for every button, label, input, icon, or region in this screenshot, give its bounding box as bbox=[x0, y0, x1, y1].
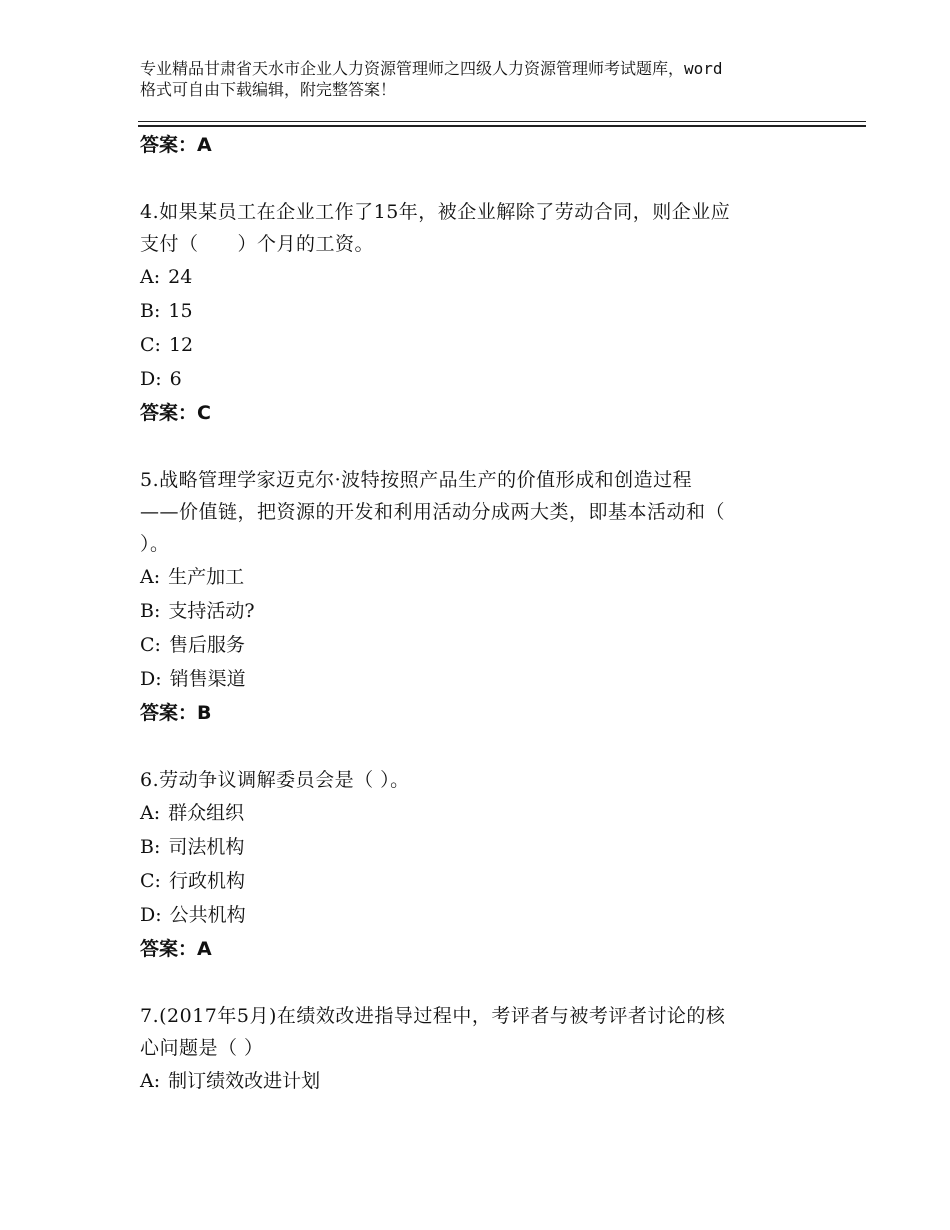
stem-line: ——价值链，把资源的开发和利用活动分成两大类，即基本活动和（ bbox=[140, 501, 726, 523]
answer-line: 答案：A bbox=[140, 938, 212, 960]
option-key: B: bbox=[140, 300, 161, 322]
document-header bbox=[140, 58, 830, 100]
option-c bbox=[140, 628, 820, 662]
question-stem bbox=[140, 196, 820, 260]
option-key: A: bbox=[140, 1070, 161, 1092]
option-key: D: bbox=[140, 904, 162, 926]
option-text: 生产加工 bbox=[168, 566, 245, 588]
option-key: C: bbox=[140, 870, 161, 892]
option-text: 制订绩效改进计划 bbox=[168, 1070, 321, 1092]
option-key: B: bbox=[140, 836, 161, 858]
option-a bbox=[140, 560, 820, 594]
option-d bbox=[140, 898, 820, 932]
question-item bbox=[140, 1000, 820, 1098]
option-text: 行政机构 bbox=[168, 870, 245, 892]
question-stem bbox=[140, 764, 820, 796]
question-stem bbox=[140, 464, 820, 560]
option-text: 24 bbox=[168, 266, 193, 288]
option-b bbox=[140, 830, 820, 864]
header-line-1: 专业精品甘肃省天水市企业人力资源管理师之四级人力资源管理师考试题库，word bbox=[140, 59, 723, 78]
option-text: 司法机构 bbox=[168, 836, 245, 858]
question-item bbox=[140, 764, 820, 966]
option-key: A: bbox=[140, 802, 161, 824]
option-d bbox=[140, 362, 820, 396]
option-b bbox=[140, 594, 820, 628]
option-c bbox=[140, 328, 820, 362]
option-text: 公共机构 bbox=[169, 904, 246, 926]
question-item bbox=[140, 196, 820, 430]
option-key: C: bbox=[140, 634, 161, 656]
option-key: A: bbox=[140, 566, 161, 588]
option-text: 销售渠道 bbox=[169, 668, 246, 690]
option-text: 售后服务 bbox=[168, 634, 245, 656]
stem-line: 4.如果某员工在企业工作了15年，被企业解除了劳动合同，则企业应 bbox=[140, 201, 731, 223]
option-key: A: bbox=[140, 266, 161, 288]
stem-line: 6.劳动争议调解委员会是（ ）。 bbox=[140, 769, 410, 791]
option-a bbox=[140, 260, 820, 294]
option-text: 支持活动? bbox=[168, 600, 255, 622]
answer-line: 答案：C bbox=[140, 402, 211, 424]
option-text: 6 bbox=[169, 368, 182, 390]
option-key: C: bbox=[140, 334, 161, 356]
stem-line: ）。 bbox=[140, 533, 170, 555]
stem-line: 支付（ ）个月的工资。 bbox=[140, 233, 375, 255]
header-line-2: 格式可自由下载编辑，附完整答案！ bbox=[140, 80, 397, 99]
option-c bbox=[140, 864, 820, 898]
option-text: 15 bbox=[168, 300, 193, 322]
option-text: 12 bbox=[168, 334, 194, 356]
option-b bbox=[140, 294, 820, 328]
question-item bbox=[140, 464, 820, 730]
question-list bbox=[140, 128, 820, 1098]
answer-line: 答案：A bbox=[140, 134, 212, 156]
option-key: D: bbox=[140, 368, 162, 390]
answer-line: 答案：B bbox=[140, 702, 212, 724]
header-divider-thick bbox=[138, 125, 866, 127]
question-stem bbox=[140, 1000, 820, 1064]
stem-line: 心问题是（ ） bbox=[140, 1037, 264, 1059]
stem-line: 7.(2017年5月)在绩效改进指导过程中，考评者与被考评者讨论的核 bbox=[140, 1005, 726, 1027]
option-key: D: bbox=[140, 668, 162, 690]
option-d bbox=[140, 662, 820, 696]
option-a bbox=[140, 1064, 820, 1098]
option-text: 群众组织 bbox=[168, 802, 245, 824]
header-divider-thin bbox=[138, 121, 866, 122]
option-a bbox=[140, 796, 820, 830]
option-key: B: bbox=[140, 600, 161, 622]
stem-line: 5.战略管理学家迈克尔·波特按照产品生产的价值形成和创造过程 bbox=[140, 469, 693, 491]
